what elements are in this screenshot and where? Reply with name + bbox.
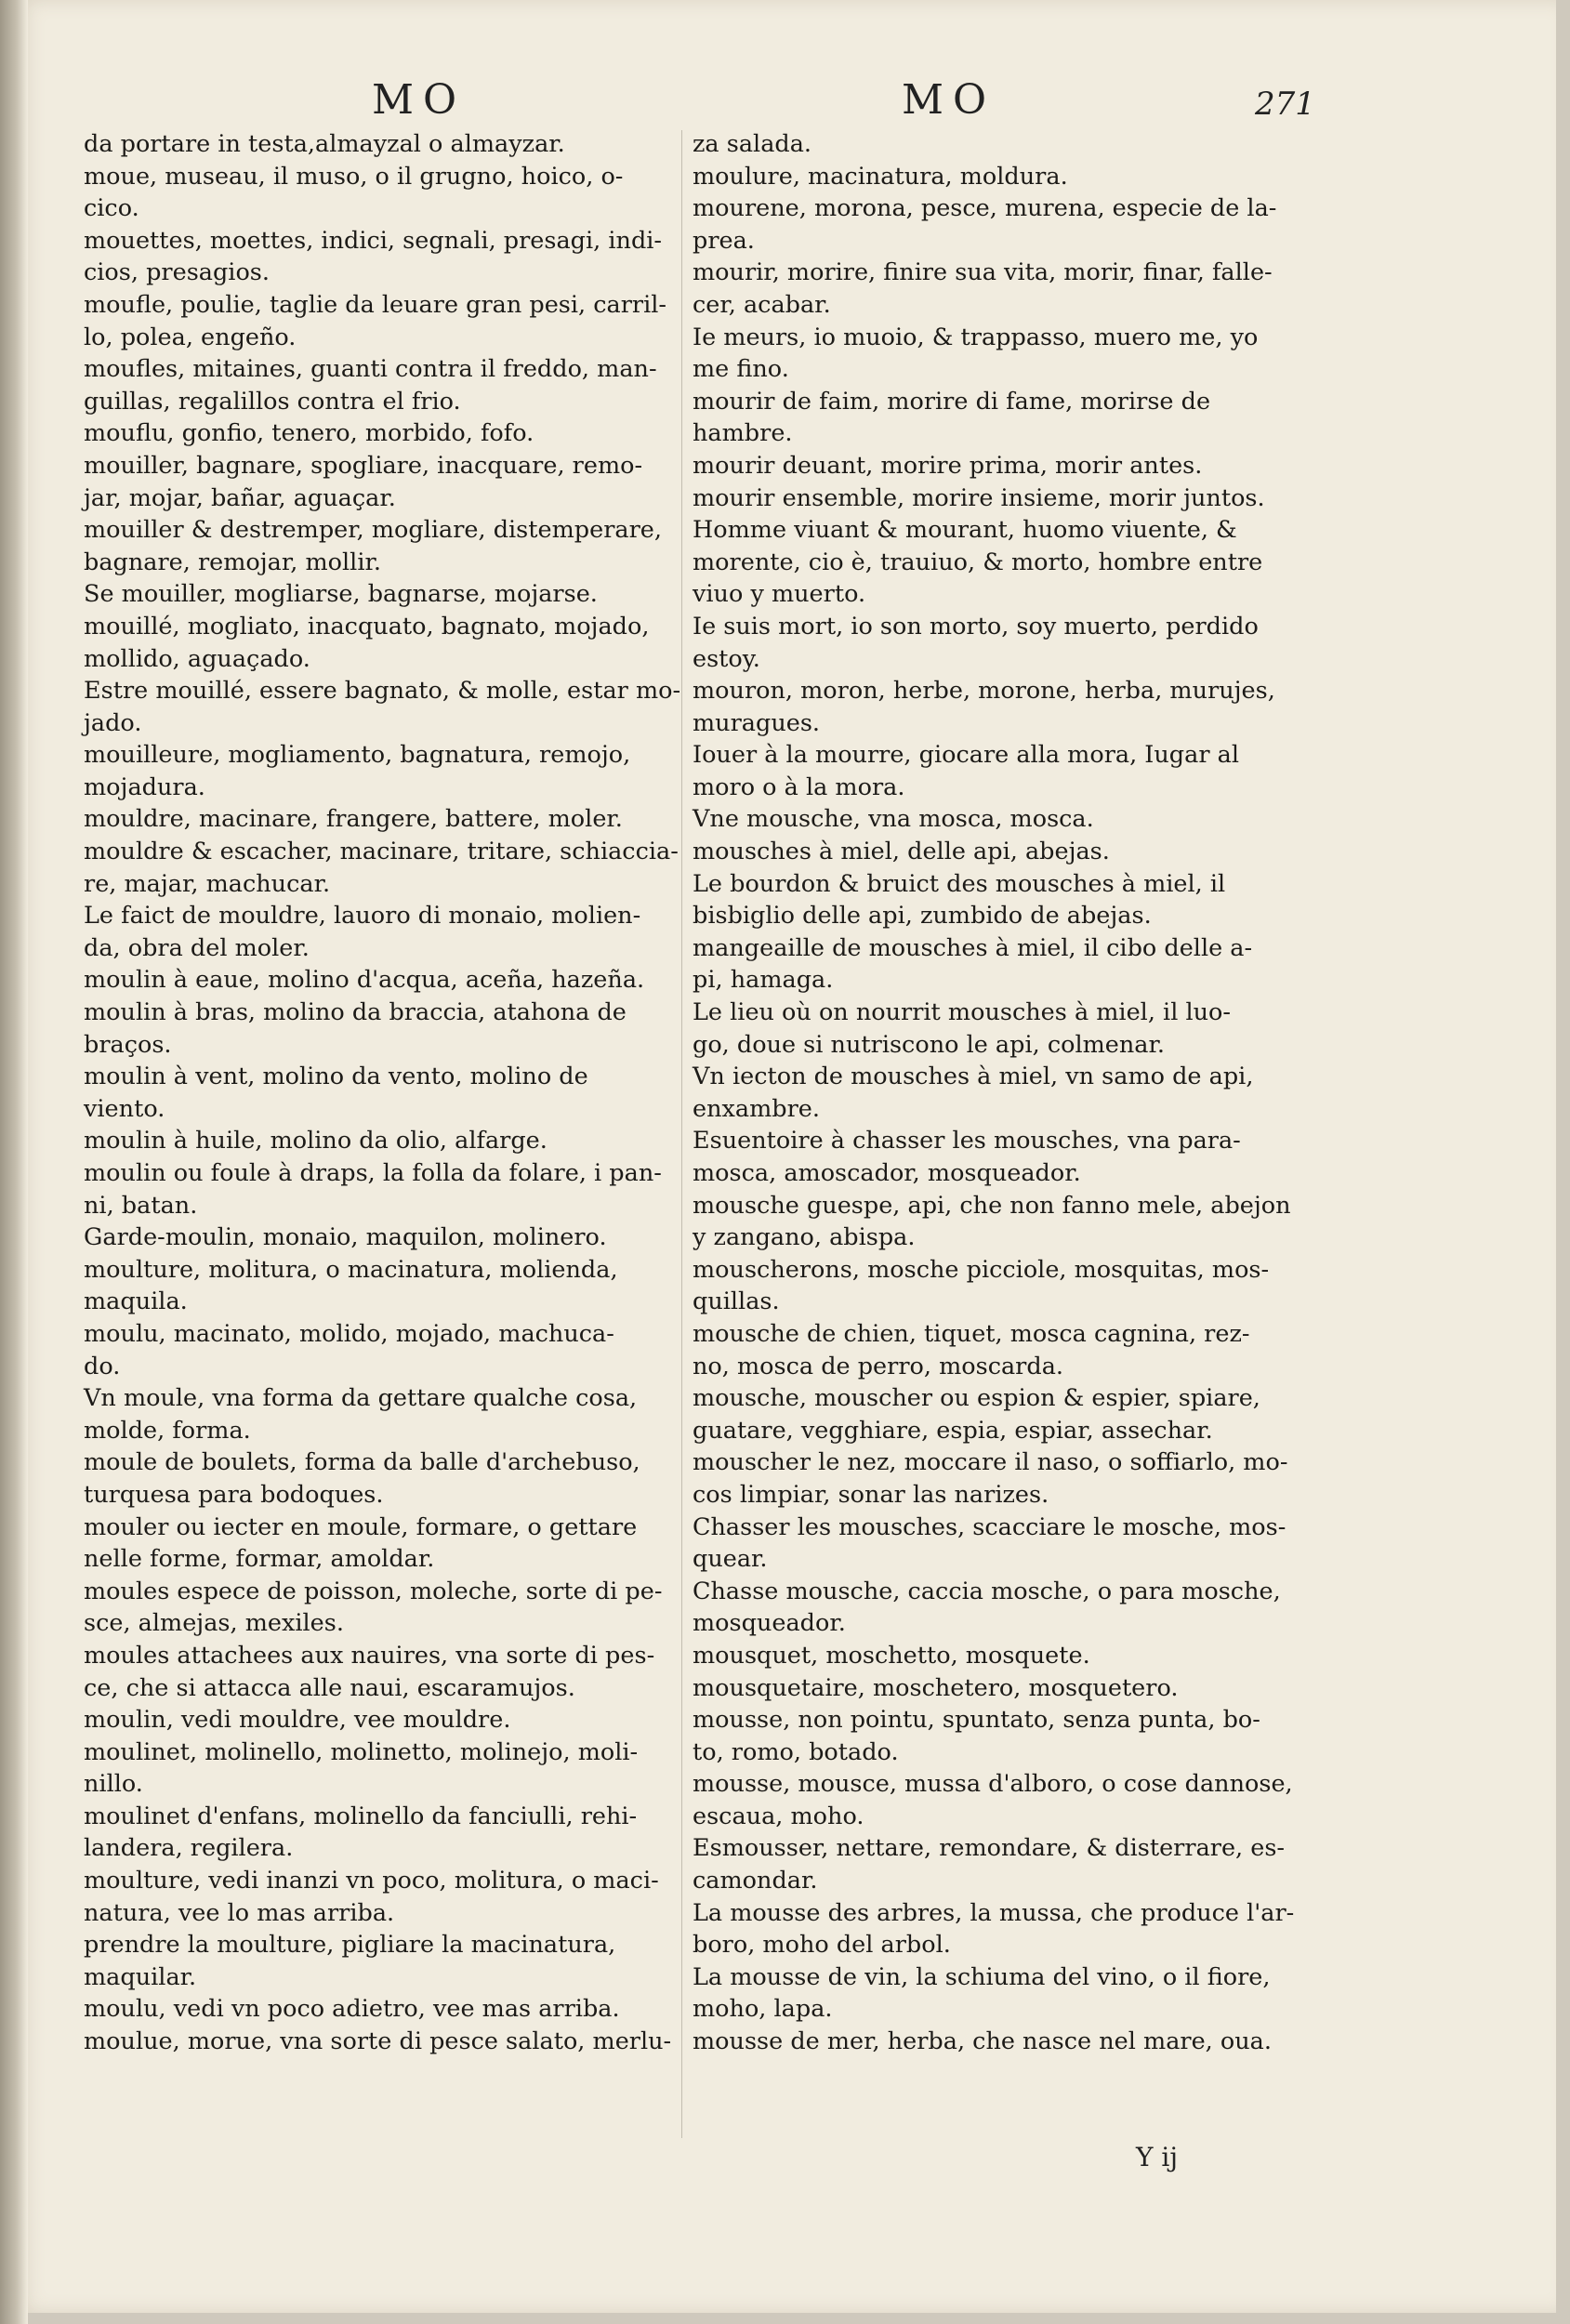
dictionary-line: quillas.	[693, 1287, 780, 1316]
dictionary-line: mouettes, moettes, indici, segnali, presagi, indi-	[84, 226, 663, 255]
dictionary-line: jar, mojar, bañar, aguaçar.	[84, 483, 396, 512]
dictionary-line: mouiller & destremper, mogliare, distemperare,	[84, 516, 662, 545]
dictionary-line: mouflu, gonfio, tenero, morbido, fofo.	[84, 419, 534, 448]
dictionary-line: Vn iecton de mousches à miel, vn samo de api,	[693, 1063, 1254, 1091]
dictionary-line: re, majar, machucar.	[84, 869, 331, 898]
dictionary-line: mousches à miel, delle api, abejas.	[693, 838, 1110, 866]
dictionary-line: viento.	[84, 1094, 165, 1123]
dictionary-line: mousche, mouscher ou espion & espier, spiare,	[693, 1384, 1260, 1413]
dictionary-line: camondar.	[693, 1867, 818, 1895]
dictionary-line: prendre la moulture, pigliare la macinatura,	[84, 1931, 616, 1960]
dictionary-line: mousse de mer, herba, che nasce nel mare, oua.	[693, 2027, 1272, 2056]
dictionary-line: nillo.	[84, 1770, 143, 1799]
dictionary-line: Iouer à la mourre, giocare alla mora, Iugar al	[693, 741, 1239, 770]
dictionary-line: mousquetaire, moschetero, mosquetero.	[693, 1673, 1179, 1702]
dictionary-line: moulin à vent, molino da vento, molino de	[84, 1063, 588, 1091]
dictionary-line: mouiller, bagnare, spogliare, inacquare, remo-	[84, 451, 643, 480]
dictionary-line: da portare in testa,almayzal o almayzar.	[84, 130, 565, 158]
dictionary-line: moulin à huile, molino da olio, alfarge.	[84, 1127, 548, 1155]
dictionary-line: hambre.	[693, 419, 793, 448]
dictionary-line: maquila.	[84, 1287, 188, 1316]
dictionary-line: me fino.	[693, 355, 789, 384]
dictionary-line: Chasser les mousches, scacciare le mosche, mos-	[693, 1512, 1286, 1541]
dictionary-line: Garde-moulin, monaio, maquilon, molinero.	[84, 1223, 607, 1252]
dictionary-line: moufles, mitaines, guanti contra il freddo, man-	[84, 355, 657, 384]
dictionary-line: no, mosca de perro, moscarda.	[693, 1352, 1063, 1380]
dictionary-line: moulinet d'enfans, molinello da fanciulli, rehi-	[84, 1802, 638, 1830]
dictionary-line: mousquet, moschetto, mosquete.	[693, 1641, 1090, 1670]
dictionary-line: Le faict de mouldre, lauoro di monaio, molien-	[84, 902, 641, 931]
dictionary-line: mouron, moron, herbe, morone, herba, murujes,	[693, 677, 1275, 706]
dictionary-line: Esmousser, nettare, remondare, & disterrare, es-	[693, 1834, 1286, 1863]
dictionary-line: pi, hamaga.	[693, 966, 834, 995]
dictionary-line: mousse, mousce, mussa d'alboro, o cose dannose,	[693, 1770, 1293, 1799]
page-gutter-shadow	[0, 0, 28, 2324]
dictionary-line: mouilleure, mogliamento, bagnatura, remojo,	[84, 741, 631, 770]
dictionary-line: moules attachees aux nauires, vna sorte di pes-	[84, 1641, 655, 1670]
dictionary-line: mourir, morire, finire sua vita, morir, finar, falle-	[693, 258, 1273, 287]
dictionary-line: go, doue si nutriscono le api, colmenar.	[693, 1030, 1165, 1059]
dictionary-line: mousche de chien, tiquet, mosca cagnina, rez-	[693, 1319, 1250, 1348]
dictionary-line: jado.	[84, 708, 142, 737]
dictionary-line: y zangano, abispa.	[693, 1223, 916, 1252]
dictionary-line: ce, che si attacca alle naui, escaramujos.	[84, 1673, 575, 1702]
dictionary-line: La mousse des arbres, la mussa, che produce l'ar-	[693, 1898, 1295, 1927]
dictionary-line: bisbiglio delle api, zumbido de abejas.	[693, 902, 1152, 931]
dictionary-line: mourir ensemble, morire insieme, morir juntos.	[693, 483, 1265, 512]
dictionary-line: cos limpiar, sonar las narizes.	[693, 1480, 1049, 1509]
dictionary-line: Vne mousche, vna mosca, mosca.	[693, 805, 1094, 834]
dictionary-line: Esuentoire à chasser les mousches, vna para-	[693, 1127, 1241, 1155]
dictionary-line: turquesa para bodoques.	[84, 1480, 384, 1509]
dictionary-line: Se mouiller, mogliarse, bagnarse, mojarse.	[84, 580, 598, 609]
dictionary-line: Chasse mousche, caccia mosche, o para mosche,	[693, 1577, 1281, 1605]
dictionary-line: mosqueador.	[693, 1609, 846, 1638]
dictionary-line: moulin à bras, molino da braccia, atahona de	[84, 998, 627, 1027]
dictionary-line: Le lieu où on nourrit mousches à miel, il luo-	[693, 998, 1232, 1027]
dictionary-line: cico.	[84, 194, 139, 223]
dictionary-line: mouler ou iecter en moule, formare, o gettare	[84, 1512, 638, 1541]
dictionary-line: escaua, moho.	[693, 1802, 864, 1830]
dictionary-line: prea.	[693, 226, 755, 255]
dictionary-line: La mousse de vin, la schiuma del vino, o il fiore,	[693, 1962, 1271, 1991]
dictionary-line: Ie suis mort, io son morto, soy muerto, perdido	[693, 612, 1259, 640]
dictionary-line: boro, moho del arbol.	[693, 1931, 951, 1960]
dictionary-line: mangeaille de mousches à miel, il cibo delle a-	[693, 933, 1253, 962]
dictionary-line: ni, batan.	[84, 1191, 198, 1220]
dictionary-line: do.	[84, 1352, 121, 1380]
dictionary-line: moulue, morue, vna sorte di pesce salato, merlu-	[84, 2027, 672, 2056]
dictionary-line: moho, lapa.	[693, 1995, 833, 2024]
dictionary-line: Le bourdon & bruict des mousches à miel, il	[693, 869, 1226, 898]
running-head-right: MO	[902, 76, 996, 124]
dictionary-line: moulin à eaue, molino d'acqua, aceña, hazeña.	[84, 966, 645, 995]
dictionary-line: molde, forma.	[84, 1416, 251, 1445]
dictionary-line: mourir deuant, morire prima, morir antes.	[693, 451, 1203, 480]
dictionary-line: Estre mouillé, essere bagnato, & molle, estar mo-	[84, 677, 681, 706]
signature-mark: Y ij	[1136, 2142, 1179, 2172]
dictionary-line: moufle, poulie, taglie da leuare gran pesi, carril-	[84, 290, 667, 319]
dictionary-line: Vn moule, vna forma da gettare qualche cosa,	[84, 1384, 638, 1413]
dictionary-line: moulture, molitura, o macinatura, molienda,	[84, 1255, 618, 1284]
column-divider	[681, 130, 682, 2138]
dictionary-line: landera, regilera.	[84, 1834, 294, 1863]
dictionary-line: moules espece de poisson, moleche, sorte di pe-	[84, 1577, 663, 1605]
dictionary-line: mouldre, macinare, frangere, battere, moler.	[84, 805, 623, 834]
dictionary-line: mouldre & escacher, macinare, tritare, schiaccia-	[84, 838, 679, 866]
dictionary-line: moulture, vedi inanzi vn poco, molitura, o maci-	[84, 1867, 659, 1895]
dictionary-line: cios, presagios.	[84, 258, 270, 287]
dictionary-line: guatare, vegghiare, espia, espiar, assechar.	[693, 1416, 1213, 1445]
running-head-left: MO	[372, 76, 467, 124]
dictionary-line: da, obra del moler.	[84, 933, 310, 962]
dictionary-line: Homme viuant & mourant, huomo viuente, &	[693, 516, 1237, 545]
dictionary-line: za salada.	[693, 130, 812, 158]
dictionary-line: mouscherons, mosche picciole, mosquitas, mos-	[693, 1255, 1270, 1284]
dictionary-line: moulin ou foule à draps, la folla da folare, i pan-	[84, 1159, 662, 1187]
dictionary-line: quear.	[693, 1545, 768, 1574]
dictionary-line: mollido, aguaçado.	[84, 644, 310, 673]
dictionary-line: cer, acabar.	[693, 290, 831, 319]
dictionary-line: mourene, morona, pesce, murena, especie de la-	[693, 194, 1277, 223]
dictionary-line: maquilar.	[84, 1962, 197, 1991]
dictionary-line: viuo y muerto.	[693, 580, 866, 609]
dictionary-line: bagnare, remojar, mollir.	[84, 548, 381, 576]
dictionary-line: moulin, vedi mouldre, vee mouldre.	[84, 1706, 511, 1735]
dictionary-line: estoy.	[693, 644, 760, 673]
dictionary-line: lo, polea, engeño.	[84, 323, 297, 351]
dictionary-line: mourir de faim, morire di fame, morirse de	[693, 387, 1211, 416]
dictionary-line: moue, museau, il muso, o il grugno, hoico, o-	[84, 162, 624, 191]
dictionary-line: mousche guespe, api, che non fanno mele, abejon	[693, 1191, 1291, 1220]
page-number: 271	[1255, 86, 1315, 123]
dictionary-line: enxambre.	[693, 1094, 820, 1123]
dictionary-line: moro o à la mora.	[693, 772, 905, 801]
dictionary-line: moule de boulets, forma da balle d'archebuso,	[84, 1448, 640, 1477]
dictionary-line: mouscher le nez, moccare il naso, o soffiarlo, mo-	[693, 1448, 1288, 1477]
dictionary-line: mosca, amoscador, mosqueador.	[693, 1159, 1081, 1187]
dictionary-line: moulu, macinato, molido, mojado, machuca-	[84, 1319, 614, 1348]
dictionary-line: Ie meurs, io muoio, & trappasso, muero me, yo	[693, 323, 1259, 351]
dictionary-line: mousse, non pointu, spuntato, senza punta, bo-	[693, 1706, 1260, 1735]
dictionary-line: moulu, vedi vn poco adietro, vee mas arriba.	[84, 1995, 620, 2024]
dictionary-line: braços.	[84, 1030, 172, 1059]
dictionary-line: natura, vee lo mas arriba.	[84, 1898, 395, 1927]
dictionary-line: mouillé, mogliato, inacquato, bagnato, mojado,	[84, 612, 650, 640]
dictionary-line: sce, almejas, mexiles.	[84, 1609, 344, 1638]
dictionary-line: nelle forme, formar, amoldar.	[84, 1545, 435, 1574]
dictionary-line: guillas, regalillos contra el frio.	[84, 387, 461, 416]
dictionary-line: moulinet, molinello, molinetto, molinejo, moli-	[84, 1737, 639, 1766]
dictionary-line: morente, cio è, trauiuo, & morto, hombre entre	[693, 548, 1263, 576]
dictionary-line: mojadura.	[84, 772, 205, 801]
left-column	[84, 128, 688, 2058]
dictionary-line: moulure, macinatura, moldura.	[693, 162, 1068, 191]
dictionary-line: muragues.	[693, 708, 821, 737]
right-column	[693, 128, 1295, 2058]
dictionary-line: to, romo, botado.	[693, 1737, 899, 1766]
